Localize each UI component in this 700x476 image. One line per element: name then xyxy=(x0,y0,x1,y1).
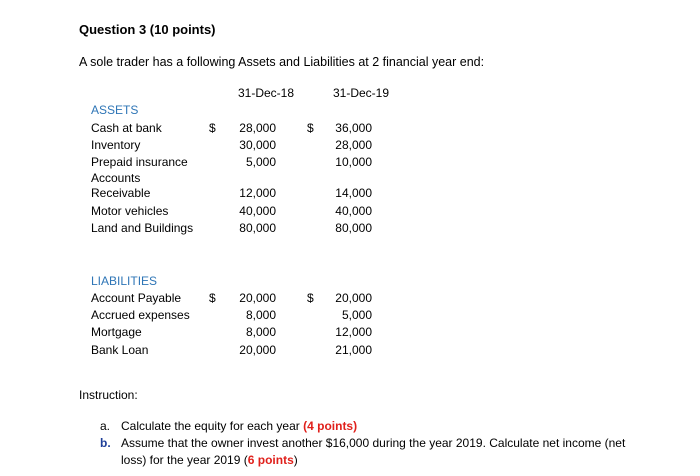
question-title: Question 3 (10 points) xyxy=(79,22,216,37)
liability-value-2018: 20,000 xyxy=(239,291,276,305)
asset-value-2018: 80,000 xyxy=(239,221,276,235)
instruction-heading: Instruction: xyxy=(79,388,138,402)
instruction-a-text: Calculate the equity for each year xyxy=(121,419,304,433)
currency-symbol: $ xyxy=(209,291,216,305)
liability-value-2019: 12,000 xyxy=(335,325,372,339)
currency-symbol: $ xyxy=(307,121,314,135)
column-header-2018: 31-Dec-18 xyxy=(238,86,295,100)
liability-label: Mortgage xyxy=(91,325,142,339)
liability-label: Account Payable xyxy=(91,291,182,305)
assets-heading: ASSETS xyxy=(91,103,139,117)
liability-value-2018: 20,000 xyxy=(239,343,276,357)
instruction-a-points: (4 points) xyxy=(303,419,358,433)
asset-label: Accounts xyxy=(91,171,141,185)
asset-value-2018: 5,000 xyxy=(245,155,276,169)
asset-label: Prepaid insurance xyxy=(91,155,188,169)
liabilities-heading: LIABILITIES xyxy=(91,274,158,288)
liability-value-2019: 21,000 xyxy=(335,343,372,357)
asset-value-2018: 40,000 xyxy=(239,204,276,218)
asset-label: Cash at bank xyxy=(91,121,162,135)
liability-value-2019: 5,000 xyxy=(341,308,372,322)
asset-value-2018: 28,000 xyxy=(239,121,276,135)
instruction-b-points: 6 points xyxy=(247,453,294,467)
instruction-b-tail: ) xyxy=(293,453,298,467)
liability-label: Bank Loan xyxy=(91,343,149,357)
instruction-b-line2 xyxy=(121,453,298,467)
asset-label: Motor vehicles xyxy=(91,204,169,218)
asset-value-2019: 14,000 xyxy=(335,186,372,200)
liability-value-2019: 20,000 xyxy=(335,291,372,305)
currency-symbol: $ xyxy=(209,121,216,135)
asset-value-2019: 80,000 xyxy=(335,221,372,235)
liability-value-2018: 8,000 xyxy=(245,325,276,339)
instruction-marker-a: a. xyxy=(100,419,111,433)
instruction-a xyxy=(121,419,357,433)
instruction-b-line1: Assume that the owner invest another $16,000 during the year 2019. Calculate net income (net xyxy=(121,436,626,450)
liability-value-2018: 8,000 xyxy=(245,308,276,322)
asset-value-2018: 12,000 xyxy=(239,186,276,200)
asset-value-2019: 28,000 xyxy=(335,138,372,152)
instruction-b-text: loss) for the year 2019 ( xyxy=(121,453,248,467)
currency-symbol: $ xyxy=(307,291,314,305)
asset-value-2019: 10,000 xyxy=(335,155,372,169)
asset-label-continued: Receivable xyxy=(91,186,151,200)
asset-label: Inventory xyxy=(91,138,141,152)
liability-label: Accrued expenses xyxy=(91,308,190,322)
instruction-marker-b: b. xyxy=(100,436,111,450)
asset-value-2018: 30,000 xyxy=(239,138,276,152)
column-header-2019: 31-Dec-19 xyxy=(333,86,390,100)
asset-value-2019: 40,000 xyxy=(335,204,372,218)
asset-label: Land and Buildings xyxy=(91,221,194,235)
question-intro: A sole trader has a following Assets and Liabilities at 2 financial year end: xyxy=(79,55,485,69)
asset-value-2019: 36,000 xyxy=(335,121,372,135)
